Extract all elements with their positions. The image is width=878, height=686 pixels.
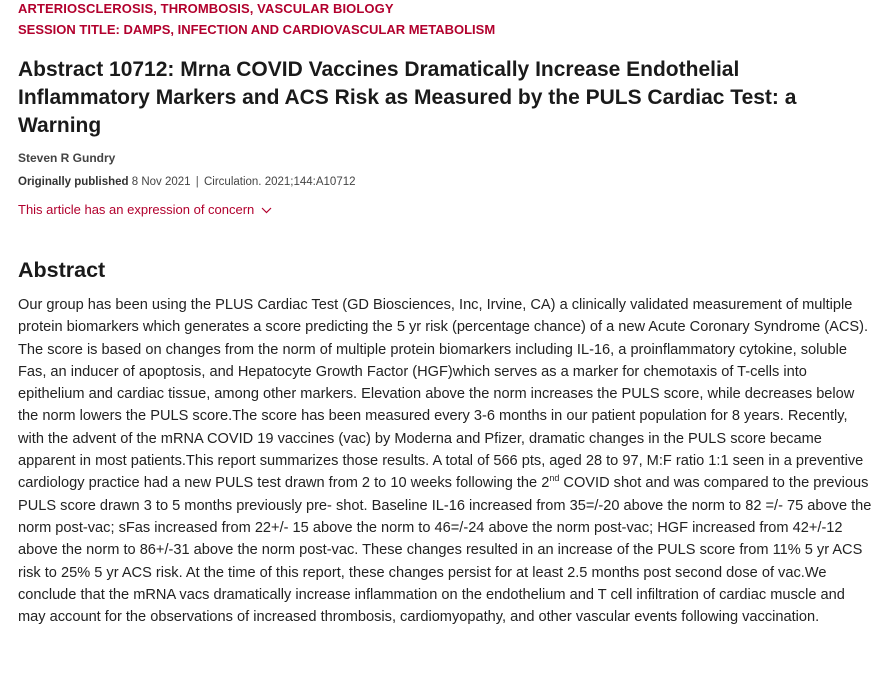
abstract-heading: Abstract [18,258,106,282]
expression-of-concern-link[interactable]: This article has an expression of concern [18,202,255,217]
superscript-nd: nd [549,473,560,484]
author-name[interactable]: Steven R Gundry [18,151,116,165]
published-date: 8 Nov 2021 [131,176,191,188]
chevron-down-icon[interactable] [261,202,272,217]
info-separator: | [195,176,199,188]
session-title: SESSION TITLE: DAMPS, INFECTION AND CARDIOVASCULAR METABOLISM [18,22,496,37]
publication-info [18,176,356,188]
expression-of-concern-toggle[interactable] [18,202,272,217]
abstract-text-part2: COVID shot and was compared to the previous PULS score drawn 3 to 5 months previously pre- shot. Baseline IL-16 increased from 35=/-20 above the norm to 82 =/- 75 above the norm post-vac; sFas increased from 22+/- 15 above the norm to 46=/-24 above the norm post-vac; HGF increased from 42+/-12 above the norm to 86+/-31 above the norm post-vac. These changes resulted in an increase of the PULS score from 11% 5 yr ACS risk to 25% 5 yr ACS risk. At the time of this report, these changes persist for at least 2.5 months post second dose of vac.We conclude that the mRNA vacs dramatically increase inflammation on the endothelium and T cell infiltration of cardiac muscle and may account for the observations of increased thrombosis, cardiomyopathy, and other vascular events following vaccination. [18,475,872,626]
citation: Circulation. 2021;144:A10712 [203,176,356,188]
article-title: Abstract 10712: Mrna COVID Vaccines Dramatically Increase Endothelial Inflammatory Markers and ACS Risk as Measured by the PULS Cardiac Test: a Warning [18,58,797,137]
abstract-body [18,294,874,628]
abstract-text-part1: Our group has been using the PLUS Cardiac Test (GD Biosciences, Inc, Irvine, CA) a clinically validated measurement of multiple protein biomarkers which generates a score predicting the 5 yr risk (percentage chance) of a new Acute Coronary Syndrome (ACS). The score is based on changes from the norm of multiple protein biomarkers including IL-16, a proinflammatory cytokine, soluble Fas, an inducer of apoptosis, and Hepatocyte Growth Factor (HGF)which serves as a marker for chemotaxis of T-cells into epithelium and cardiac tissue, among other markers. Elevation above the norm increases the PULS score, while decreases below the norm lowers the PULS score.The score has been measured every 3-6 months in our patient population for 8 years. Recently, with the advent of the mRNA COVID 19 vaccines (vac) by Moderna and Pfizer, dramatic changes in the PULS score became apparent in most patients.This report summarizes those results. A total of 566 pts, aged 28 to 97, M:F ratio 1:1 seen in a preventive cardiology practice had a new PULS test drawn from 2 to 10 weeks following the 2 [18,297,869,492]
published-label: Originally published [18,176,129,188]
category-label[interactable]: ARTERIOSCLEROSIS, THROMBOSIS, VASCULAR BIOLOGY [18,1,394,16]
